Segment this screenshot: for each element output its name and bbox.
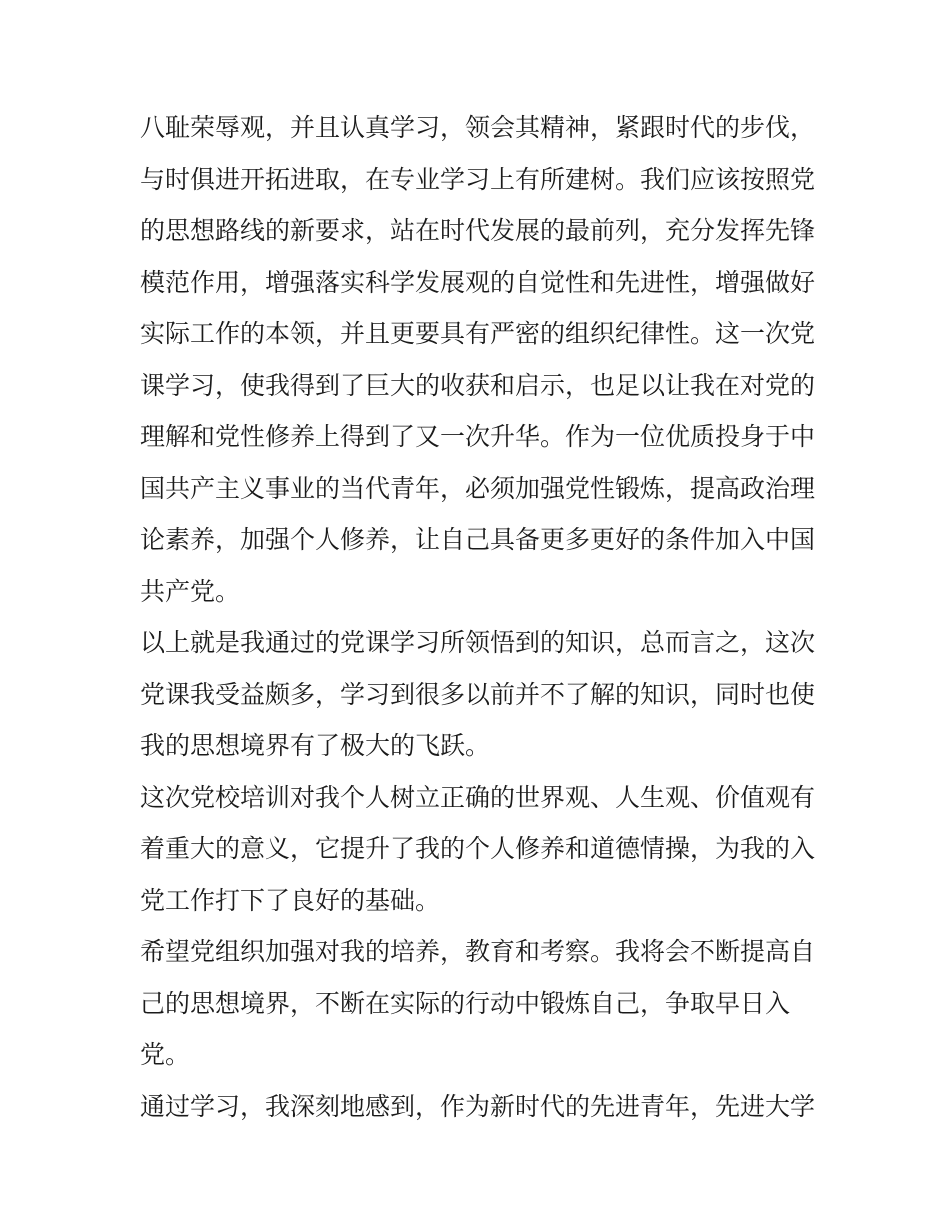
text-line-8: 国共产主义事业的当代青年，必须加强党性锻炼，提高政治理 xyxy=(140,473,816,503)
text-line-6: 课学习，使我得到了巨大的收获和启示，也足以让我在对党的 xyxy=(140,370,816,400)
text-line-14: 这次党校培训对我个人树立正确的世界观、人生观、价值观有 xyxy=(140,782,816,812)
text-line-17: 希望党组织加强对我的培养，教育和考察。我将会不断提高自 xyxy=(140,937,816,966)
text-line-15: 着重大的意义，它提升了我的个人修养和道德情操，为我的入 xyxy=(140,834,816,863)
text-line-2: 与时俱进开拓进取，在专业学习上有所建树。我们应该按照党 xyxy=(140,164,816,194)
text-line-18: 己的思想境界，不断在实际的行动中锻炼自己，争取早日入 xyxy=(140,988,791,1018)
document-body-text xyxy=(140,102,820,1132)
text-line-20: 通过学习，我深刻地感到，作为新时代的先进青年，先进大学 xyxy=(140,1091,816,1121)
text-line-12: 党课我受益颇多，学习到很多以前并不了解的知识，同时也使 xyxy=(140,679,816,709)
text-line-13: 我的思想境界有了极大的飞跃。 xyxy=(140,731,491,760)
text-line-10: 共产党。 xyxy=(140,576,241,606)
text-line-19: 党。 xyxy=(140,1040,191,1069)
text-line-16: 党工作打下了良好的基础。 xyxy=(140,885,441,915)
text-line-1: 八耻荣辱观，并且认真学习，领会其精神，紧跟时代的步伐， xyxy=(140,113,816,142)
text-line-9: 论素养，加强个人修养，让自己具备更多更好的条件加入中国 xyxy=(140,525,816,554)
text-line-3: 的思想路线的新要求，站在时代发展的最前列，充分发挥先锋 xyxy=(140,216,816,245)
text-line-4: 模范作用，增强落实科学发展观的自觉性和先进性，增强做好 xyxy=(140,267,816,297)
text-line-7: 理解和党性修养上得到了又一次升华。作为一位优质投身于中 xyxy=(140,422,816,451)
text-line-11: 以上就是我通过的党课学习所领悟到的知识，总而言之，这次 xyxy=(140,628,816,657)
text-line-5: 实际工作的本领，并且更要具有严密的组织纪律性。这一次党 xyxy=(140,319,816,348)
